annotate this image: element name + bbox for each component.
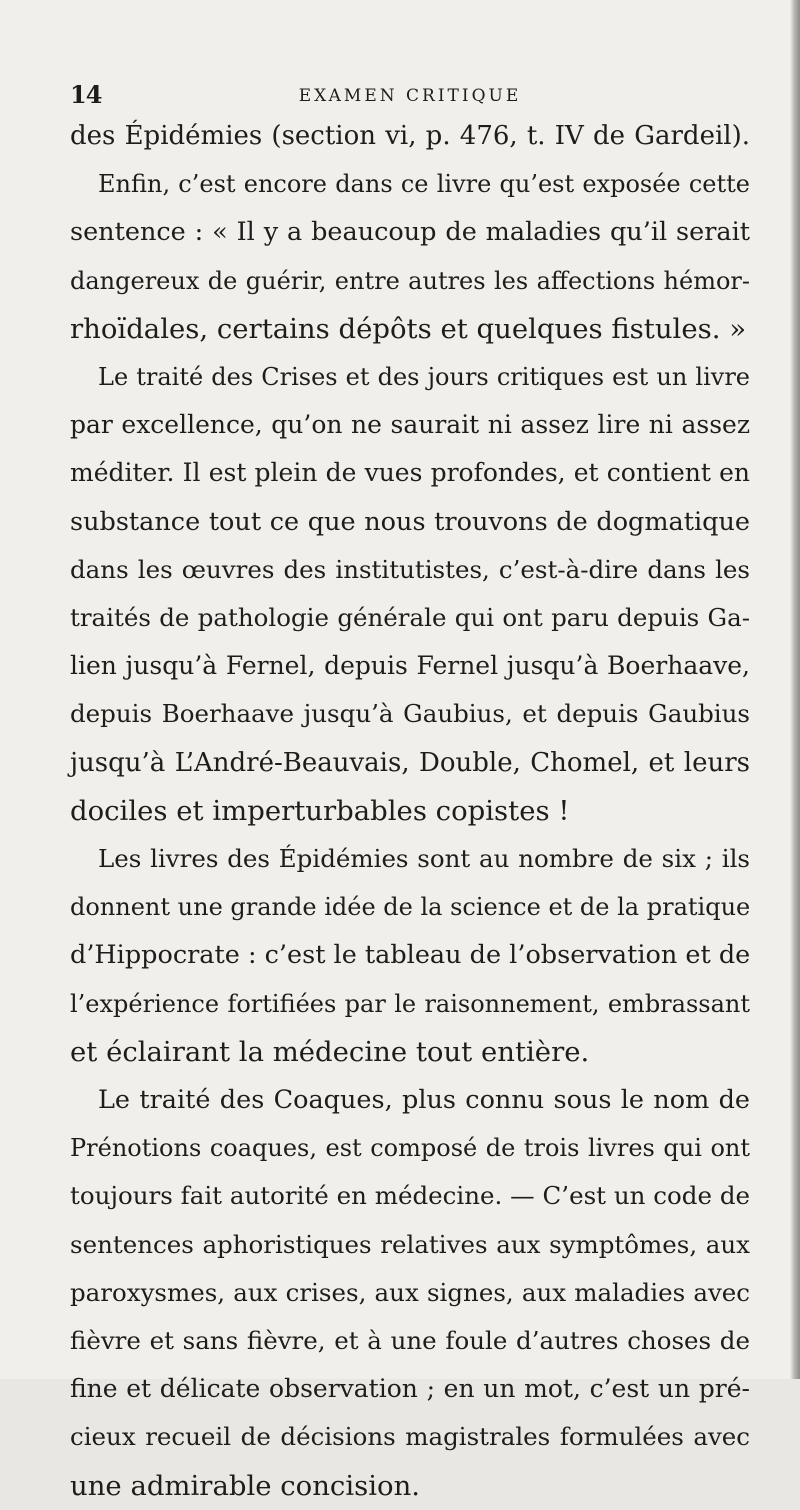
text-line: dans les œuvres des institutistes, c’est-à-dire dans les bbox=[70, 554, 750, 584]
page-edge-shadow bbox=[790, 0, 800, 1379]
page-header bbox=[70, 80, 750, 112]
text-line: cieux recueil de décisions magistrales formulées avec bbox=[70, 1422, 750, 1452]
text-line: traités de pathologie générale qui ont paru depuis Ga- bbox=[70, 603, 750, 633]
text-line: depuis Boerhaave jusqu’à Gaubius, et depuis Gaubius bbox=[70, 699, 750, 729]
text-line: Prénotions coaques, est composé de trois livres qui ont bbox=[70, 1134, 750, 1163]
text-line: fièvre et sans fièvre, et à une foule d’autres choses de bbox=[70, 1326, 750, 1356]
text-line: jusqu’à L’André-Beauvais, Double, Chomel, et leurs bbox=[70, 747, 750, 778]
body-text bbox=[70, 112, 750, 1510]
running-head: EXAMEN CRITIQUE bbox=[298, 86, 522, 106]
text-line: une admirable concision. bbox=[70, 1469, 421, 1502]
text-line: sentence : « Il y a beaucoup de maladies qu’il serait bbox=[70, 217, 750, 248]
text-line: Les livres des Épidémies sont au nombre de six ; ils bbox=[98, 844, 750, 874]
text-line: toujours fait autorité en médecine. — C’est un code de bbox=[70, 1181, 750, 1211]
text-line: Le traité des Coaques, plus connu sous le nom de bbox=[98, 1085, 750, 1116]
page-number: 14 bbox=[70, 80, 102, 109]
text-line: lien jusqu’à Fernel, depuis Fernel jusqu’à Boerhaave, bbox=[70, 651, 750, 681]
text-line: donnent une grande idée de la science et de la pratique bbox=[70, 893, 751, 922]
text-line: Le traité des Crises et des jours critiques est un livre bbox=[98, 363, 750, 392]
text-line: Enfin, c’est encore dans ce livre qu’est exposée cette bbox=[98, 170, 750, 199]
text-line: et éclairant la médecine tout entière. bbox=[70, 1035, 590, 1068]
text-line: dociles et imperturbables copistes ! bbox=[70, 794, 570, 827]
text-line: fine et délicate observation ; en un mot, c’est un pré- bbox=[70, 1374, 750, 1404]
text-line: rhoïdales, certains dépôts et quelques fistules. » bbox=[70, 312, 747, 345]
text-line: l’expérience fortifiées par le raisonnement, embrassant bbox=[70, 989, 750, 1018]
text-line: des Épidémies (section vi, p. 476, t. IV de Gardeil). bbox=[70, 121, 750, 151]
text-line: d’Hippocrate : c’est le tableau de l’observation et de bbox=[70, 940, 751, 971]
text-line: paroxysmes, aux crises, aux signes, aux maladies avec bbox=[70, 1277, 750, 1307]
text-line: substance tout ce que nous trouvons de dogmatique bbox=[70, 506, 750, 537]
text-line: par excellence, qu’on ne saurait ni assez lire ni assez bbox=[70, 410, 750, 440]
text-line: méditer. Il est plein de vues profondes, et contient en bbox=[70, 458, 750, 488]
text-line: dangereux de guérir, entre autres les affections hémor- bbox=[70, 266, 750, 295]
text-line: sentences aphoristiques relatives aux symptômes, aux bbox=[70, 1229, 750, 1259]
